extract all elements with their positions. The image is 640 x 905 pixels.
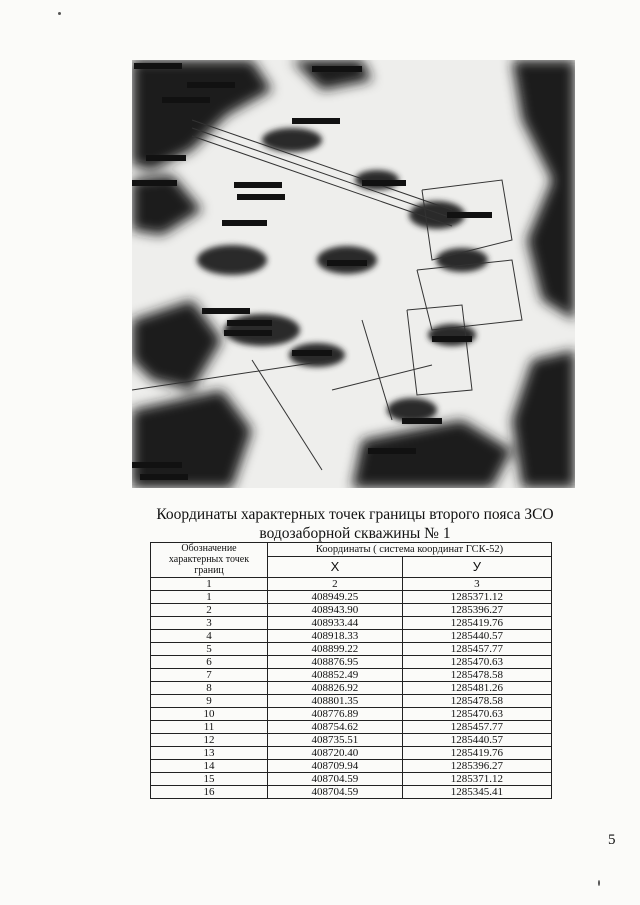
x-coordinate-cell: 408735.51 (268, 734, 403, 747)
table-row (151, 721, 552, 734)
index-cell: 1 (151, 578, 268, 591)
point-number-cell: 3 (151, 617, 268, 630)
x-coordinate-cell: 408776.89 (268, 708, 403, 721)
point-number-cell: 16 (151, 786, 268, 799)
point-number-cell: 4 (151, 630, 268, 643)
point-number-cell: 15 (151, 773, 268, 786)
x-coordinate-cell: 408704.59 (268, 773, 403, 786)
y-coordinate-cell: 1285371.12 (402, 773, 551, 786)
point-number-cell: 13 (151, 747, 268, 760)
point-number-cell: 11 (151, 721, 268, 734)
x-coordinate-cell: 408949.25 (268, 591, 403, 604)
table-title (130, 505, 580, 543)
table-row (151, 760, 552, 773)
x-coordinate-cell: 408704.59 (268, 786, 403, 799)
point-number-cell: 5 (151, 643, 268, 656)
scan-speck (598, 880, 600, 886)
header-x: X (268, 557, 403, 578)
x-coordinate-cell: 408720.40 (268, 747, 403, 760)
point-number-cell: 10 (151, 708, 268, 721)
point-number-cell: 8 (151, 682, 268, 695)
table-row (151, 617, 552, 630)
scan-speck (58, 12, 61, 15)
y-coordinate-cell: 1285371.12 (402, 591, 551, 604)
y-coordinate-cell: 1285440.57 (402, 734, 551, 747)
table-row (151, 669, 552, 682)
x-coordinate-cell: 408899.22 (268, 643, 403, 656)
y-coordinate-cell: 1285396.27 (402, 760, 551, 773)
y-coordinate-cell: 1285396.27 (402, 604, 551, 617)
table-row (151, 695, 552, 708)
point-number-cell: 2 (151, 604, 268, 617)
page-number: 5 (608, 832, 616, 848)
table-row (151, 734, 552, 747)
point-number-cell: 1 (151, 591, 268, 604)
y-coordinate-cell: 1285478.58 (402, 669, 551, 682)
table-row (151, 656, 552, 669)
point-number-cell: 7 (151, 669, 268, 682)
y-coordinate-cell: 1285457.77 (402, 721, 551, 734)
table-title-line2: водозаборной скважины № 1 (259, 525, 451, 542)
table-row (151, 604, 552, 617)
x-coordinate-cell: 408852.49 (268, 669, 403, 682)
y-coordinate-cell: 1285478.58 (402, 695, 551, 708)
point-number-cell: 9 (151, 695, 268, 708)
map-graphic (132, 60, 575, 488)
table-row (151, 786, 552, 799)
cadastral-map-image (132, 60, 575, 488)
table-title-line1: Координаты характерных точек границы второго пояса ЗСО (156, 506, 554, 523)
coordinates-table (150, 542, 552, 799)
table-row (151, 747, 552, 760)
y-coordinate-cell: 1285419.76 (402, 617, 551, 630)
table-row (151, 773, 552, 786)
x-coordinate-cell: 408918.33 (268, 630, 403, 643)
header-coordinates: Координаты ( система координат ГСК-52) (268, 543, 552, 557)
y-coordinate-cell: 1285419.76 (402, 747, 551, 760)
y-coordinate-cell: 1285481.26 (402, 682, 551, 695)
x-coordinate-cell: 408943.90 (268, 604, 403, 617)
x-coordinate-cell: 408826.92 (268, 682, 403, 695)
header-designation: Обозначение характерных точек границ (151, 543, 268, 578)
x-coordinate-cell: 408709.94 (268, 760, 403, 773)
y-coordinate-cell: 1285470.63 (402, 656, 551, 669)
point-number-cell: 12 (151, 734, 268, 747)
y-coordinate-cell: 1285440.57 (402, 630, 551, 643)
table-row (151, 591, 552, 604)
x-coordinate-cell: 408801.35 (268, 695, 403, 708)
x-coordinate-cell: 408876.95 (268, 656, 403, 669)
index-row (151, 578, 552, 591)
point-number-cell: 6 (151, 656, 268, 669)
y-coordinate-cell: 1285345.41 (402, 786, 551, 799)
x-coordinate-cell: 408933.44 (268, 617, 403, 630)
index-cell: 3 (402, 578, 551, 591)
x-coordinate-cell: 408754.62 (268, 721, 403, 734)
point-number-cell: 14 (151, 760, 268, 773)
table-row (151, 630, 552, 643)
header-y: У (402, 557, 551, 578)
y-coordinate-cell: 1285457.77 (402, 643, 551, 656)
table-row (151, 682, 552, 695)
table-row (151, 643, 552, 656)
index-cell: 2 (268, 578, 403, 591)
y-coordinate-cell: 1285470.63 (402, 708, 551, 721)
table-row (151, 708, 552, 721)
